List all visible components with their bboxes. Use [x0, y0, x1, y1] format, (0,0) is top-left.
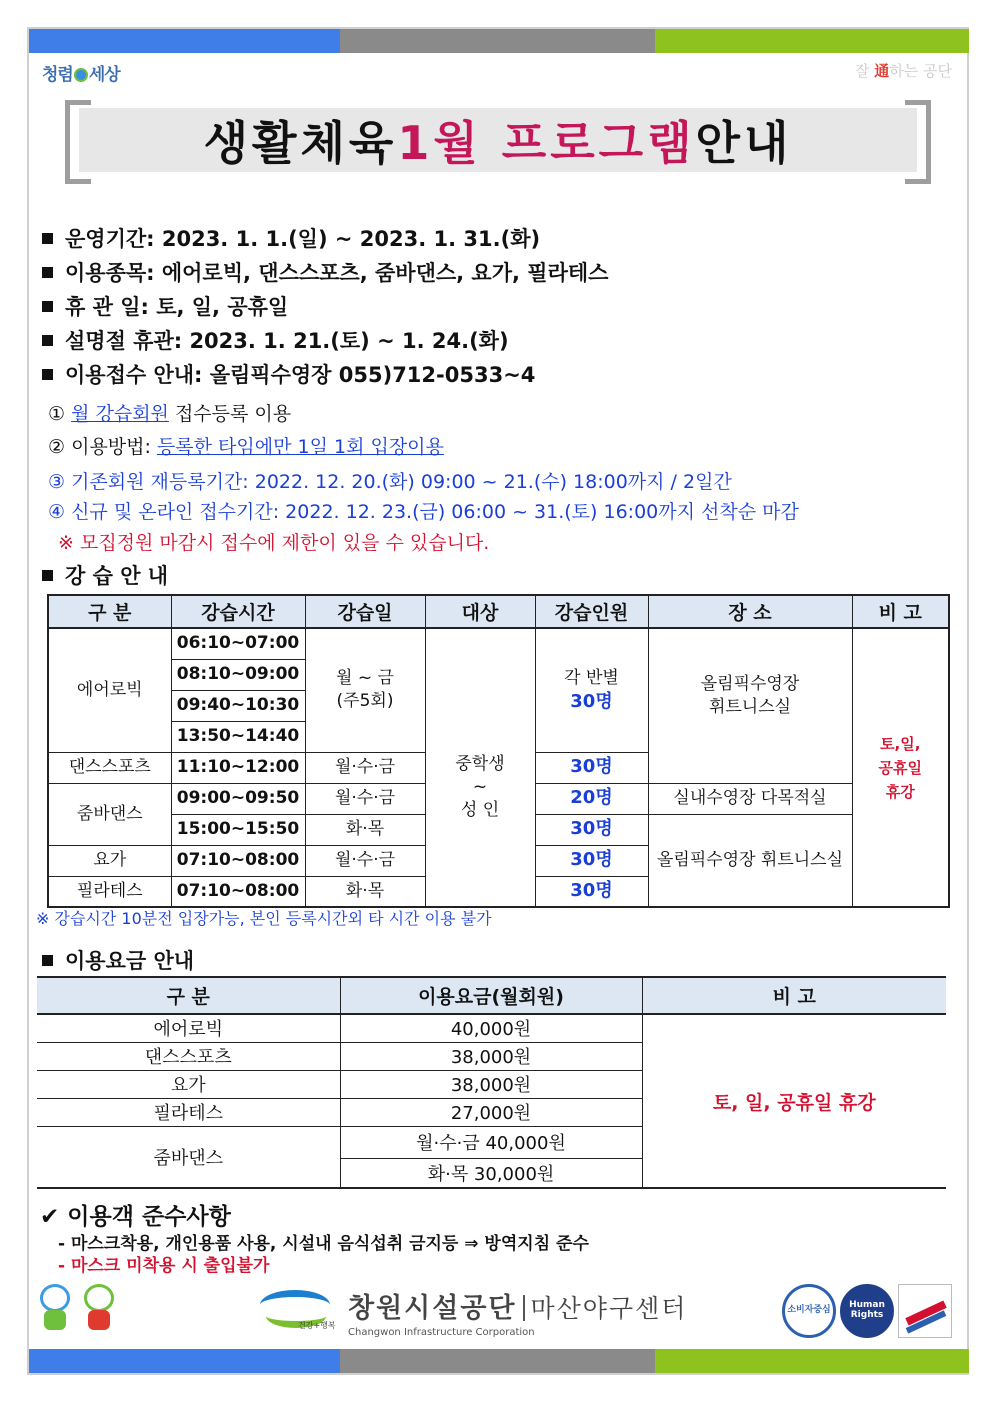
- class-days: 월·수·금: [305, 845, 425, 876]
- col-header-category: 구 분: [48, 595, 171, 628]
- bullet-icon: [42, 335, 53, 346]
- info-closed: 휴 관 일: 토, 일, 공휴일: [40, 290, 950, 324]
- info-holiday: 설명절 휴관: 2023. 1. 21.(토) ~ 1. 24.(화): [40, 324, 950, 358]
- class-note: 토,일, 공휴일 휴강: [852, 628, 949, 907]
- info-notice: ※ 모집정원 마감시 접수에 제한이 있을 수 있습니다.: [58, 532, 490, 554]
- corporation-emblem-icon: 건강+행복: [258, 1284, 336, 1340]
- col-header-time: 강습시간: [171, 595, 305, 628]
- fee-program: 댄스스포츠: [37, 1042, 340, 1070]
- consumer-certification-icon: 소비자중심: [782, 1284, 836, 1338]
- certification-mark-icon: [898, 1284, 952, 1338]
- class-time: 11:10~12:00: [171, 752, 305, 783]
- class-capacity: 각 반별 30명: [535, 628, 648, 752]
- info-item-3: ③ 기존회원 재등록기간: 2022. 12. 20.(화) 09:00 ~ 21.(수) 18:00까지 / 2일간: [48, 471, 732, 493]
- info-item-1: ① 월 강습회원 접수등록 이용: [48, 403, 292, 425]
- class-target: 중학생 ~ 성 인: [425, 628, 535, 907]
- bullet-icon: [42, 955, 53, 966]
- corporation-name: 창원시설공단: [348, 1293, 517, 1324]
- table-row: [37, 1014, 946, 1042]
- fee-program: 에어로빅: [37, 1014, 340, 1042]
- class-place: 올림픽수영장 휘트니스실: [648, 628, 852, 783]
- program-dance: 댄스스포츠: [48, 752, 171, 783]
- fee-program: 필라테스: [37, 1098, 340, 1126]
- page-title: 생활체육 1월 프로그램 안내: [79, 108, 917, 172]
- info-item-4: ④ 신규 및 온라인 접수기간: 2022. 12. 23.(금) 06:00 ~ 31.(토) 16:00까지 선착순 마감: [48, 501, 799, 523]
- fee-value: 38,000원: [340, 1042, 642, 1070]
- certification-badges: [782, 1284, 952, 1338]
- fee-value: 38,000원: [340, 1070, 642, 1098]
- bullet-icon: [42, 301, 53, 312]
- class-time: 09:40~10:30: [171, 690, 305, 721]
- page-title-box: [65, 100, 931, 184]
- human-rights-certification-icon: Human Rights: [840, 1284, 894, 1338]
- schedule-footnote: ※ 강습시간 10분전 입장가능, 본인 등록시간외 타 시간 이용 불가: [36, 909, 492, 928]
- fee-program: 요가: [37, 1070, 340, 1098]
- bullet-icon: [42, 570, 53, 581]
- schedule-table: [47, 594, 950, 908]
- class-days: 화·목: [305, 876, 425, 907]
- col-header-fee: 이용요금(월회원): [340, 977, 642, 1014]
- col-header-note: 비 고: [852, 595, 949, 628]
- bullet-icon: [42, 267, 53, 278]
- fee-value: 40,000원: [340, 1014, 642, 1042]
- fees-table: [37, 976, 946, 1189]
- class-capacity: 30명: [535, 752, 648, 783]
- center-name: 마산야구센터: [530, 1294, 688, 1323]
- info-period: 운영기간: 2023. 1. 1.(일) ~ 2023. 1. 31.(화): [40, 222, 950, 256]
- fee-value: 화·목 30,000원: [340, 1158, 642, 1188]
- program-pilates: 필라테스: [48, 876, 171, 907]
- col-header-category: 구 분: [37, 977, 340, 1014]
- fees-section-title: 이용요금 안내: [40, 945, 194, 975]
- class-time: 07:10~08:00: [171, 876, 305, 907]
- col-header-capacity: 강습인원: [535, 595, 648, 628]
- class-days: 월·수·금: [305, 783, 425, 814]
- class-capacity: 20명: [535, 783, 648, 814]
- class-time: 13:50~14:40: [171, 721, 305, 752]
- class-place: 실내수영장 다목적실: [648, 783, 852, 814]
- class-capacity: 30명: [535, 814, 648, 845]
- bullet-icon: [42, 233, 53, 244]
- fee-program: 줌바댄스: [37, 1126, 340, 1188]
- class-capacity: 30명: [535, 876, 648, 907]
- col-header-target: 대상: [425, 595, 535, 628]
- fee-value: 27,000원: [340, 1098, 642, 1126]
- class-days: 월 ~ 금 (주5회): [305, 628, 425, 752]
- integrity-logo: 청렴 세상: [42, 65, 120, 85]
- class-time: 08:10~09:00: [171, 659, 305, 690]
- program-zumba: 줌바댄스: [48, 783, 171, 845]
- program-aerobic: 에어로빅: [48, 628, 171, 752]
- fee-value: 월·수·금 40,000원: [340, 1126, 642, 1158]
- col-header-note: 비 고: [642, 977, 946, 1014]
- table-header-row: [48, 595, 949, 628]
- class-time: 07:10~08:00: [171, 845, 305, 876]
- info-item-2: ② 이용방법: 등록한 타임에만 1일 1회 입장이용: [48, 436, 444, 458]
- class-days: 월·수·금: [305, 752, 425, 783]
- rules-title: ✔ 이용객 준수사항: [40, 1204, 231, 1230]
- schedule-section-title: 강 습 안 내: [40, 560, 168, 590]
- class-time: 06:10~07:00: [171, 628, 305, 659]
- table-header-row: [37, 977, 946, 1014]
- slogan-logo: 잘 通하는 공단: [854, 62, 952, 80]
- mascot-icon: [80, 1284, 118, 1332]
- info-contact: 이용접수 안내: 올림픽수영장 055)712-0533~4: [40, 358, 950, 392]
- mascot-icon: [36, 1284, 74, 1332]
- rules-line-2: - 마스크 미착용 시 출입불가: [58, 1256, 270, 1276]
- fee-note: 토, 일, 공휴일 휴강: [642, 1014, 946, 1188]
- bullet-icon: [42, 369, 53, 380]
- corporation-logo: [258, 1284, 687, 1340]
- logo-dot-icon: [74, 68, 88, 82]
- class-place: 올림픽수영장 휘트니스실: [648, 814, 852, 907]
- class-capacity: 30명: [535, 845, 648, 876]
- rules-section: [40, 1198, 589, 1279]
- top-color-bar: [29, 29, 969, 53]
- class-days: 화·목: [305, 814, 425, 845]
- col-header-place: 장 소: [648, 595, 852, 628]
- program-yoga: 요가: [48, 845, 171, 876]
- col-header-days: 강습일: [305, 595, 425, 628]
- table-row: [48, 628, 949, 659]
- class-time: 15:00~15:50: [171, 814, 305, 845]
- mascot-images: [36, 1284, 118, 1332]
- info-list: [40, 222, 950, 392]
- corporation-name-en: Changwon Infrastructure Corporation: [348, 1327, 535, 1338]
- class-time: 09:00~09:50: [171, 783, 305, 814]
- bottom-color-bar: [29, 1349, 969, 1373]
- info-programs: 이용종목: 에어로빅, 댄스스포츠, 줌바댄스, 요가, 필라테스: [40, 256, 950, 290]
- rules-line-1: - 마스크착용, 개인용품 사용, 시설내 음식섭취 금지등 ⇒ 방역지침 준수: [58, 1234, 589, 1254]
